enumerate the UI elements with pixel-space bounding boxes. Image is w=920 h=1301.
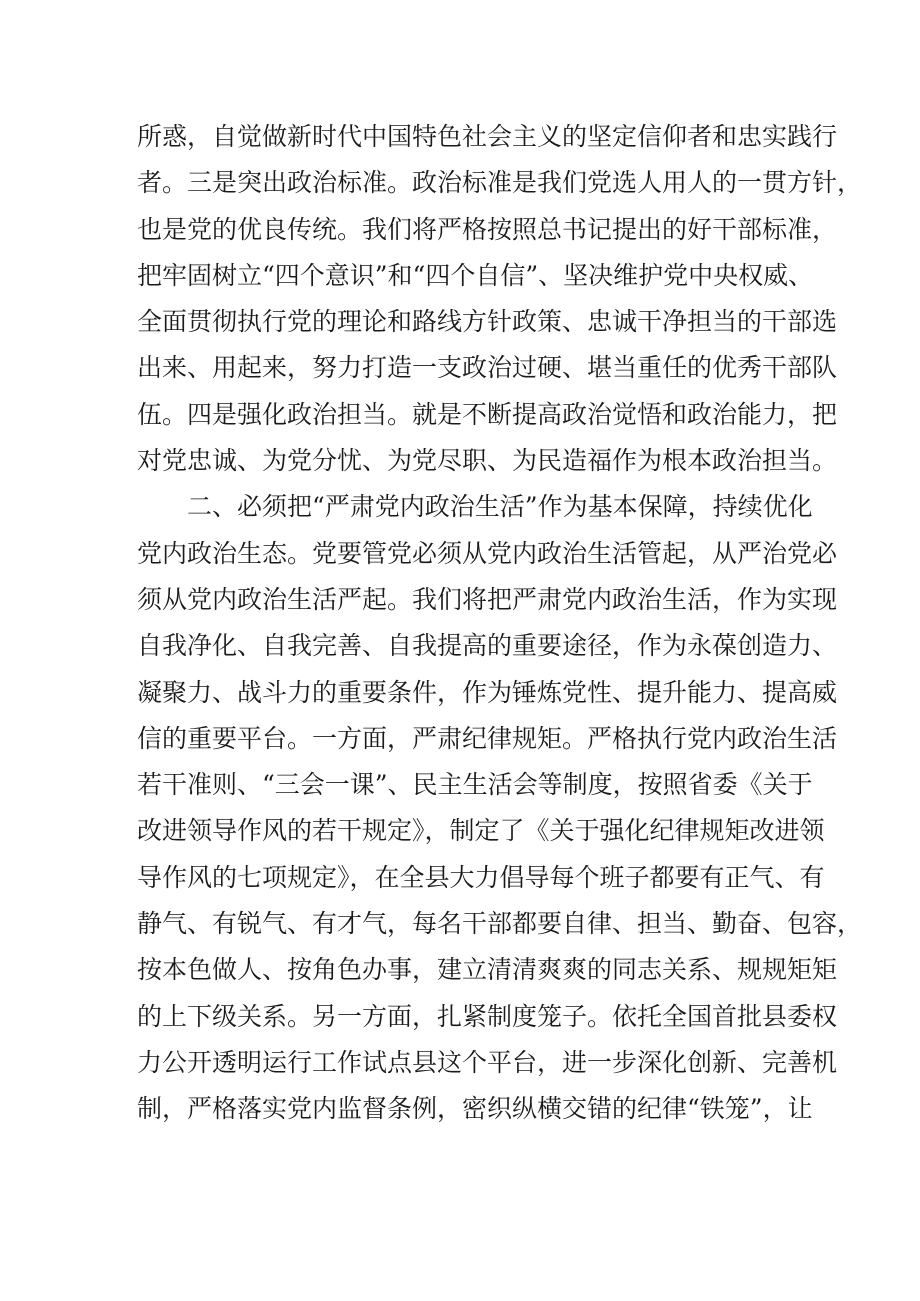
text-line: 力公开透明运行工作试点县这个平台，进一步深化创新、完善机 <box>137 1047 838 1077</box>
text-line: 者。三是突出政治标准。政治标准是我们党选人用人的一贯方针， <box>137 168 863 198</box>
text-line: 的上下级关系。另一方面，扎紧制度笼子。依托全国首批县委权 <box>137 1001 838 1031</box>
text-line: 须从党内政治生活严起。我们将把严肃党内政治生活，作为实现 <box>137 584 838 614</box>
text-line: 自我净化、自我完善、自我提高的重要途径，作为永葆创造力、 <box>137 631 838 661</box>
text-line: 按本色做人、按角色办事，建立清清爽爽的同志关系、规规矩矩 <box>137 955 838 985</box>
text-line: 凝聚力、战斗力的重要条件，作为锤炼党性、提升能力、提高威 <box>137 677 838 707</box>
text-line: 静气、有锐气、有才气，每名干部都要自律、担当、勤奋、包容， <box>137 909 863 939</box>
text-line: 所惑，自觉做新时代中国特色社会主义的坚定信仰者和忠实践行 <box>137 122 838 151</box>
text-line: 导作风的七项规定》，在全县大力倡导每个班子都要有正气、有 <box>137 862 825 892</box>
text-line: 也是党的优良传统。我们将严格按照总书记提出的好干部标准， <box>137 214 838 244</box>
text-line: 全面贯彻执行党的理论和路线方针政策、忠诚干净担当的干部选 <box>137 307 838 337</box>
text-line: 信的重要平台。一方面，严肃纪律规矩。严格执行党内政治生活 <box>137 723 838 753</box>
text-line: 把牢固树立“四个意识”和“四个自信”、坚决维护党中央权威、 <box>137 260 814 290</box>
text-line: 对党忠诚、为党分忧、为党尽职、为民造福作为根本政治担当。 <box>137 446 838 476</box>
text-line: 制，严格落实党内监督条例，密织纵横交错的纪律“铁笼”，让 <box>137 1094 813 1124</box>
text-line: 党内政治生态。党要管党必须从党内政治生活管起，从严治党必 <box>137 538 838 568</box>
text-line: 若干准则、“三会一课”、民主生活会等制度，按照省委《关于 <box>137 770 813 800</box>
text-line: 伍。四是强化政治担当。就是不断提高政治觉悟和政治能力，把 <box>137 399 838 429</box>
text-line: 出来、用起来，努力打造一支政治过硬、堪当重任的优秀干部队 <box>137 353 838 383</box>
body-text <box>137 114 863 1133</box>
section-heading-line: 二、必须把“严肃党内政治生活”作为基本保障，持续优化 <box>187 492 813 522</box>
text-line: 改进领导作风的若干规定》，制定了《关于强化纪律规矩改进领 <box>137 816 825 846</box>
